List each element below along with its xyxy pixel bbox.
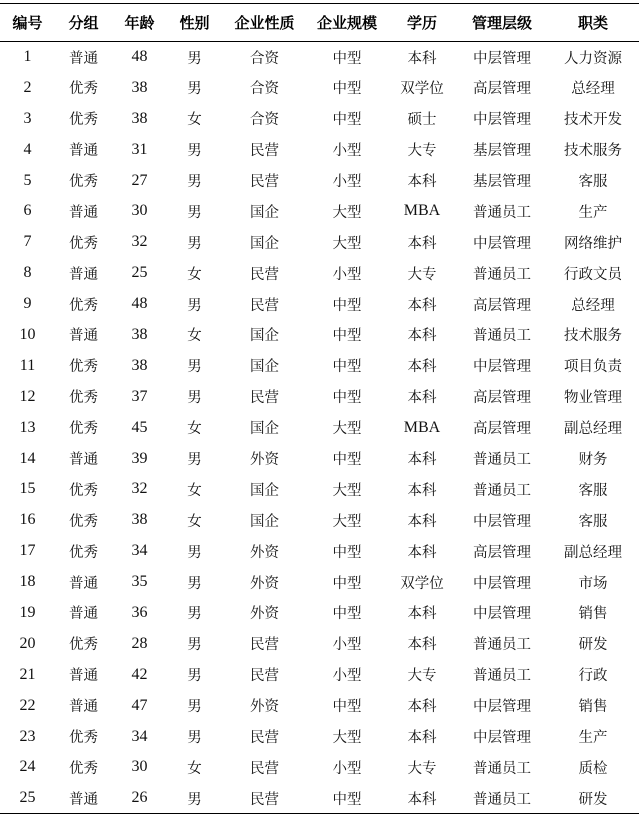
- cell-enterprise-type: 国企: [250, 482, 279, 499]
- table-row: [0, 165, 639, 196]
- cell-group: 优秀: [69, 482, 98, 499]
- cell-group: 优秀: [69, 513, 98, 530]
- cell-age: 36: [131, 603, 148, 621]
- cell-job-category: 技术服务: [564, 143, 622, 160]
- table-row: [0, 567, 639, 598]
- cell-enterprise-type: 合资: [250, 112, 279, 129]
- cell-enterprise-type: 民营: [250, 390, 279, 407]
- cell-job-category: 人力资源: [564, 50, 622, 67]
- cell-gender: 男: [187, 50, 202, 67]
- cell-education: 本科: [407, 544, 437, 561]
- cell-enterprise-type: 民营: [250, 143, 279, 160]
- cell-age: 38: [131, 325, 148, 343]
- cell-age: 38: [131, 511, 148, 529]
- table-header: [0, 4, 639, 42]
- cell-gender: 女: [187, 513, 202, 530]
- cell-id: 10: [19, 325, 36, 343]
- cell-age: 42: [131, 665, 148, 683]
- cell-enterprise-type: 合资: [250, 81, 279, 98]
- cell-enterprise-size: 小型: [332, 637, 362, 654]
- cell-enterprise-type: 民营: [250, 266, 279, 283]
- cell-gender: 男: [167, 783, 222, 814]
- cell-enterprise-size: 中型: [332, 575, 362, 592]
- header-job-category: 职类: [547, 4, 639, 42]
- cell-id: 17: [19, 542, 36, 560]
- cell-group: 普通: [69, 452, 98, 469]
- cell-id: 18: [19, 573, 36, 591]
- cell-enterprise-size: 中型: [332, 50, 362, 67]
- cell-age: 26: [112, 783, 167, 814]
- cell-gender: 男: [187, 452, 202, 469]
- cell-job-category: 生产: [578, 204, 608, 221]
- cell-group: 普通: [69, 204, 98, 221]
- table-body: [0, 42, 639, 814]
- header-enterprise-type: 企业性质: [222, 4, 307, 42]
- cell-group: 优秀: [69, 112, 98, 129]
- cell-job-category: 研发: [547, 783, 639, 814]
- header-group: 分组: [55, 4, 112, 42]
- cell-enterprise-size: 中型: [332, 297, 362, 314]
- cell-education: 双学位: [400, 575, 444, 592]
- cell-enterprise-size: 中型: [332, 544, 362, 561]
- cell-group: 普通: [69, 606, 98, 623]
- cell-age: 25: [131, 264, 148, 282]
- cell-id: 11: [19, 356, 36, 374]
- cell-id: 13: [19, 418, 36, 436]
- cell-education: 本科: [407, 699, 437, 716]
- cell-age: 30: [131, 202, 148, 220]
- cell-education: 本科: [407, 482, 437, 499]
- cell-enterprise-type: 民营: [250, 297, 279, 314]
- cell-gender: 女: [187, 112, 202, 129]
- cell-group: 优秀: [69, 81, 98, 98]
- cell-group: 优秀: [69, 390, 98, 407]
- cell-group: 普通: [55, 783, 112, 814]
- cell-job-category: 客服: [578, 174, 608, 190]
- cell-group: 普通: [69, 699, 98, 716]
- cell-enterprise-size: 中型: [332, 699, 362, 716]
- cell-management-level: 高层管理: [473, 421, 531, 438]
- cell-management-level: 普通员工: [473, 637, 531, 654]
- cell-enterprise-type: 民营: [250, 760, 279, 777]
- cell-id: 8: [23, 264, 32, 282]
- cell-id: 9: [23, 295, 32, 313]
- table-row: [0, 721, 639, 752]
- cell-management-level: 中层管理: [473, 359, 531, 376]
- cell-management-level: 基层管理: [473, 174, 531, 190]
- employee-table: [0, 3, 639, 814]
- cell-job-category: 行政: [578, 668, 608, 685]
- cell-age: 38: [131, 356, 148, 374]
- cell-enterprise-type: 民营: [222, 783, 307, 814]
- header-row: [0, 4, 639, 42]
- cell-education: 本科: [407, 730, 437, 747]
- cell-gender: 男: [187, 575, 202, 592]
- cell-enterprise-size: 大型: [332, 482, 362, 499]
- table-row: [0, 134, 639, 165]
- cell-management-level: 普通员工: [473, 204, 531, 221]
- cell-age: 38: [131, 78, 148, 96]
- cell-enterprise-size: 小型: [332, 760, 362, 777]
- cell-job-category: 总经理: [571, 81, 615, 98]
- cell-management-level: 中层管理: [473, 699, 531, 716]
- cell-management-level: 高层管理: [473, 544, 531, 561]
- cell-enterprise-type: 外资: [250, 544, 279, 561]
- header-management-level: 管理层级: [457, 4, 547, 42]
- cell-job-category: 技术服务: [564, 328, 622, 345]
- cell-age: 37: [131, 387, 148, 405]
- cell-gender: 男: [187, 390, 202, 407]
- table-row: [0, 381, 639, 412]
- cell-gender: 男: [187, 81, 202, 98]
- cell-education: 本科: [407, 452, 437, 469]
- cell-enterprise-size: 中型: [332, 606, 362, 623]
- cell-gender: 男: [187, 637, 202, 654]
- cell-gender: 男: [187, 143, 202, 160]
- table-row: [0, 320, 639, 351]
- cell-management-level: 中层管理: [473, 730, 531, 747]
- table-row: [0, 443, 639, 474]
- cell-job-category: 技术开发: [564, 112, 622, 129]
- cell-education: 本科: [407, 606, 437, 623]
- cell-gender: 男: [187, 730, 202, 747]
- cell-management-level: 普通员工: [473, 760, 531, 777]
- table-row: [0, 350, 639, 381]
- cell-education: MBA: [403, 418, 441, 436]
- cell-id: 20: [19, 634, 36, 652]
- cell-id: 16: [19, 511, 36, 529]
- cell-job-category: 客服: [578, 513, 608, 530]
- cell-job-category: 销售: [578, 699, 608, 716]
- cell-id: 5: [23, 171, 32, 189]
- cell-age: 35: [131, 573, 148, 591]
- cell-gender: 男: [187, 174, 202, 190]
- cell-job-category: 研发: [578, 637, 608, 654]
- cell-job-category: 总经理: [571, 297, 615, 314]
- cell-enterprise-type: 民营: [250, 730, 279, 747]
- table-row: [0, 474, 639, 505]
- cell-id: 19: [19, 603, 36, 621]
- cell-group: 优秀: [69, 637, 98, 654]
- cell-education: 本科: [407, 359, 437, 376]
- cell-age: 48: [131, 48, 148, 66]
- cell-enterprise-size: 中型: [332, 112, 362, 129]
- cell-enterprise-type: 国企: [250, 328, 279, 345]
- cell-enterprise-type: 民营: [250, 174, 279, 190]
- table-row: [0, 72, 639, 103]
- cell-management-level: 中层管理: [473, 50, 531, 67]
- cell-management-level: 高层管理: [473, 390, 531, 407]
- cell-age: 30: [131, 758, 148, 776]
- cell-gender: 男: [187, 235, 202, 252]
- cell-group: 优秀: [69, 297, 98, 314]
- cell-education: 大专: [407, 266, 437, 283]
- cell-enterprise-size: 中型: [332, 359, 362, 376]
- cell-gender: 男: [187, 544, 202, 561]
- cell-age: 34: [131, 727, 148, 745]
- cell-id: 23: [19, 727, 36, 745]
- cell-education: 本科: [407, 513, 437, 530]
- cell-group: 优秀: [69, 174, 98, 190]
- cell-education: 硕士: [407, 112, 437, 129]
- cell-job-category: 网络维护: [564, 235, 622, 252]
- cell-gender: 女: [187, 482, 202, 499]
- header-id: 编号: [0, 4, 55, 42]
- cell-management-level: 普通员工: [473, 668, 531, 685]
- cell-group: 优秀: [69, 235, 98, 252]
- table-row: [0, 42, 639, 73]
- cell-id: 4: [23, 140, 32, 158]
- cell-group: 优秀: [69, 760, 98, 777]
- cell-gender: 女: [187, 421, 202, 438]
- cell-enterprise-type: 国企: [250, 359, 279, 376]
- table-row: [0, 659, 639, 690]
- cell-id: 24: [19, 758, 36, 776]
- cell-job-category: 市场: [578, 575, 608, 592]
- cell-job-category: 财务: [578, 452, 608, 469]
- cell-age: 39: [131, 449, 148, 467]
- cell-enterprise-type: 国企: [250, 204, 279, 221]
- cell-management-level: 中层管理: [473, 513, 531, 530]
- cell-id: 7: [23, 233, 32, 251]
- cell-enterprise-size: 小型: [332, 174, 362, 190]
- cell-gender: 男: [187, 359, 202, 376]
- cell-gender: 女: [187, 760, 202, 777]
- cell-job-category: 销售: [578, 606, 608, 623]
- cell-management-level: 普通员工: [457, 783, 547, 814]
- cell-enterprise-size: 中型: [332, 81, 362, 98]
- cell-job-category: 物业管理: [564, 390, 622, 407]
- table-row: [0, 690, 639, 721]
- cell-enterprise-size: 中型: [332, 328, 362, 345]
- header-gender: 性别: [167, 4, 222, 42]
- table-row: [0, 227, 639, 258]
- cell-id: 6: [23, 202, 32, 220]
- cell-age: 32: [131, 233, 148, 251]
- cell-job-category: 生产: [578, 730, 608, 747]
- header-age: 年龄: [112, 4, 167, 42]
- cell-group: 优秀: [69, 730, 98, 747]
- cell-enterprise-size: 小型: [332, 266, 362, 283]
- cell-job-category: 项目负责: [564, 359, 622, 376]
- cell-gender: 男: [187, 297, 202, 314]
- cell-age: 27: [131, 171, 148, 189]
- cell-enterprise-size: 中型: [307, 783, 387, 814]
- cell-education: 双学位: [400, 81, 444, 98]
- cell-id: 2: [23, 78, 32, 96]
- table-row: [0, 783, 639, 814]
- cell-age: 28: [131, 634, 148, 652]
- cell-job-category: 客服: [578, 482, 608, 499]
- cell-management-level: 普通员工: [473, 266, 531, 283]
- cell-age: 45: [131, 418, 148, 436]
- table-row: [0, 536, 639, 567]
- cell-education: 本科: [407, 637, 437, 654]
- cell-education: 本科: [407, 174, 437, 190]
- cell-gender: 女: [187, 328, 202, 345]
- cell-management-level: 普通员工: [473, 482, 531, 499]
- cell-education: 本科: [387, 783, 457, 814]
- cell-group: 优秀: [69, 359, 98, 376]
- cell-group: 普通: [69, 50, 98, 67]
- cell-enterprise-size: 小型: [332, 668, 362, 685]
- cell-management-level: 基层管理: [473, 143, 531, 160]
- cell-age: 48: [131, 295, 148, 313]
- cell-group: 普通: [69, 143, 98, 160]
- cell-job-category: 质检: [578, 760, 608, 777]
- cell-id: 14: [19, 449, 36, 467]
- cell-id: 12: [19, 387, 36, 405]
- cell-age: 38: [131, 109, 148, 127]
- cell-enterprise-size: 小型: [332, 143, 362, 160]
- cell-enterprise-size: 大型: [332, 421, 362, 438]
- cell-enterprise-size: 大型: [332, 513, 362, 530]
- cell-id: 25: [0, 783, 55, 814]
- cell-gender: 男: [187, 606, 202, 623]
- cell-group: 普通: [69, 575, 98, 592]
- cell-education: 大专: [407, 143, 437, 160]
- table-row: [0, 628, 639, 659]
- cell-enterprise-type: 合资: [250, 50, 279, 67]
- cell-enterprise-type: 国企: [250, 421, 279, 438]
- cell-management-level: 高层管理: [473, 81, 531, 98]
- cell-enterprise-type: 国企: [250, 513, 279, 530]
- cell-enterprise-size: 大型: [332, 730, 362, 747]
- cell-education: 本科: [407, 235, 437, 252]
- cell-id: 21: [19, 665, 36, 683]
- cell-management-level: 中层管理: [473, 575, 531, 592]
- cell-group: 优秀: [69, 544, 98, 561]
- cell-enterprise-type: 民营: [250, 637, 279, 654]
- cell-enterprise-type: 民营: [250, 668, 279, 685]
- cell-job-category: 副总经理: [564, 544, 622, 561]
- cell-id: 22: [19, 696, 36, 714]
- cell-education: 本科: [407, 297, 437, 314]
- cell-age: 47: [131, 696, 148, 714]
- cell-group: 普通: [69, 266, 98, 283]
- cell-management-level: 高层管理: [473, 297, 531, 314]
- cell-management-level: 中层管理: [473, 606, 531, 623]
- cell-group: 普通: [69, 328, 98, 345]
- cell-education: 本科: [407, 390, 437, 407]
- header-education: 学历: [387, 4, 457, 42]
- cell-job-category: 行政文员: [564, 266, 622, 283]
- table-row: [0, 103, 639, 134]
- cell-management-level: 普通员工: [473, 328, 531, 345]
- cell-management-level: 中层管理: [473, 235, 531, 252]
- cell-id: 1: [23, 48, 32, 66]
- table-row: [0, 505, 639, 536]
- cell-management-level: 中层管理: [473, 112, 531, 129]
- cell-group: 优秀: [69, 421, 98, 438]
- cell-gender: 男: [187, 668, 202, 685]
- cell-enterprise-type: 外资: [250, 452, 279, 469]
- cell-enterprise-size: 中型: [332, 390, 362, 407]
- cell-enterprise-size: 大型: [332, 235, 362, 252]
- cell-group: 普通: [69, 668, 98, 685]
- cell-gender: 男: [187, 699, 202, 716]
- cell-enterprise-type: 国企: [250, 235, 279, 252]
- table-row: [0, 196, 639, 227]
- cell-age: 34: [131, 542, 148, 560]
- cell-enterprise-type: 外资: [250, 699, 279, 716]
- cell-id: 15: [19, 480, 36, 498]
- cell-enterprise-size: 中型: [332, 452, 362, 469]
- table-row: [0, 412, 639, 443]
- cell-education: 本科: [407, 328, 437, 345]
- cell-enterprise-type: 外资: [250, 606, 279, 623]
- cell-education: MBA: [403, 202, 441, 220]
- cell-job-category: 副总经理: [564, 421, 622, 438]
- cell-enterprise-type: 外资: [250, 575, 279, 592]
- header-enterprise-size: 企业规模: [307, 4, 387, 42]
- cell-age: 31: [131, 140, 148, 158]
- cell-gender: 女: [187, 266, 202, 283]
- cell-gender: 男: [187, 204, 202, 221]
- cell-id: 3: [23, 109, 32, 127]
- cell-education: 大专: [407, 668, 437, 685]
- table-row: [0, 289, 639, 320]
- table-row: [0, 258, 639, 289]
- cell-management-level: 普通员工: [473, 452, 531, 469]
- cell-age: 32: [131, 480, 148, 498]
- table-row: [0, 752, 639, 783]
- table-row: [0, 598, 639, 629]
- cell-education: 大专: [407, 760, 437, 777]
- cell-enterprise-size: 大型: [332, 204, 362, 221]
- cell-education: 本科: [407, 50, 437, 67]
